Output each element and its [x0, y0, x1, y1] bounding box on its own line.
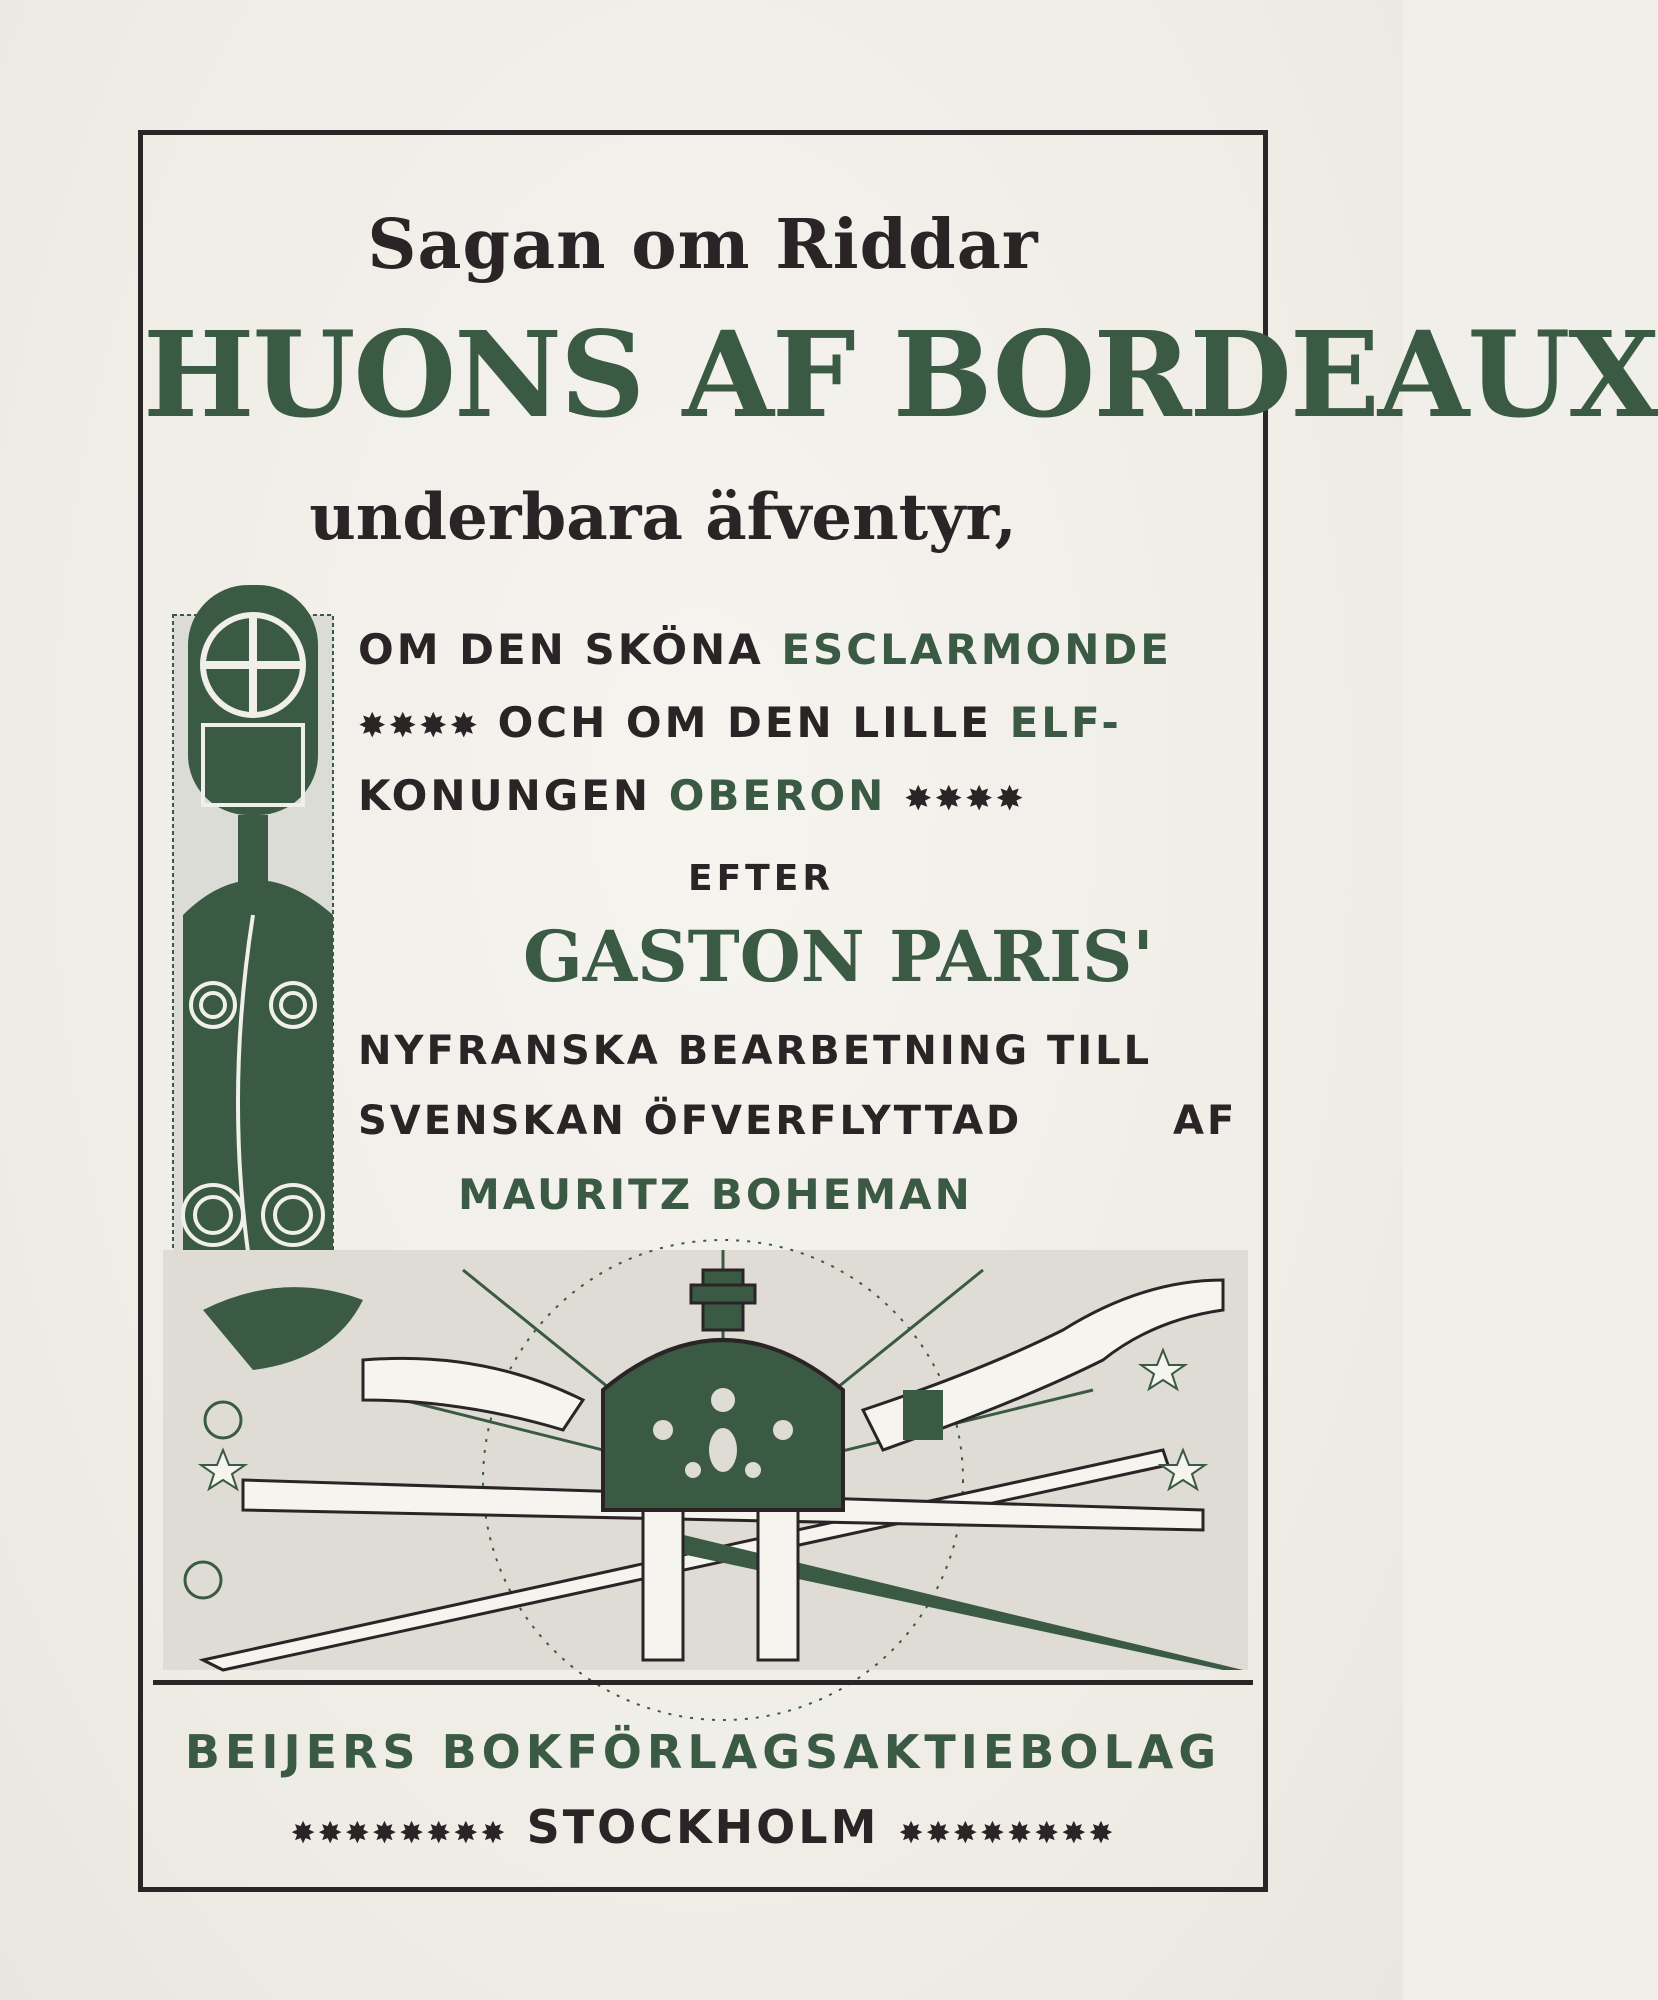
star-ornament-icon: ✸✸✸✸ [1007, 1816, 1116, 1851]
description-af: AF [1173, 1098, 1238, 1144]
star-ornament-icon: ✸✸✸✸ [399, 1816, 508, 1851]
city-name: STOCKHOLM [526, 1800, 880, 1854]
description-line-1: NYFRANSKA BEARBETNING TILL [358, 1028, 1153, 1074]
footer-divider [153, 1680, 1253, 1685]
title-main: HUONS AF BORDEAUX [143, 305, 1658, 444]
subtitle-2-text: OCH OM DEN LILLE [497, 698, 1010, 747]
subtitle-line-3 [358, 771, 1026, 820]
subtitle-3-text: KONUNGEN [358, 771, 669, 820]
gaston-paris: GASTON PARIS' [523, 915, 1154, 998]
description-line-2: SVENSKAN ÖFVERFLYTTAD [358, 1098, 1023, 1144]
title-line-1: Sagan om Riddar [367, 205, 1039, 285]
star-ornament-icon: ✸✸✸✸ [290, 1816, 399, 1851]
publisher-name: BEIJERS BOKFÖRLAGSAKTIEBOLAG [184, 1725, 1222, 1779]
page-border-frame [138, 130, 1658, 1892]
oberon-name: OBERON [668, 771, 887, 820]
city-line [143, 1800, 1263, 1854]
translator-name: MAURITZ BOHEMAN [458, 1170, 973, 1219]
efter-label: EFTER [688, 858, 835, 899]
title-line-3: underbara äfventyr, [309, 480, 1017, 555]
subtitle-line-1 [358, 625, 1172, 674]
star-ornament-icon: ✸✸✸✸ [903, 779, 1026, 819]
esclarmonde-name: ESCLARMONDE [781, 625, 1172, 674]
elf-text: ELF- [1009, 698, 1122, 747]
subtitle-1-text: OM DEN SKÖNA [358, 625, 782, 674]
star-ornament-icon: ✸✸✸✸ [358, 706, 480, 746]
subtitle-line-2 [358, 698, 1122, 747]
star-ornament-icon: ✸✸✸✸ [898, 1816, 1007, 1851]
crown-swords-illustration [163, 1250, 1248, 1670]
